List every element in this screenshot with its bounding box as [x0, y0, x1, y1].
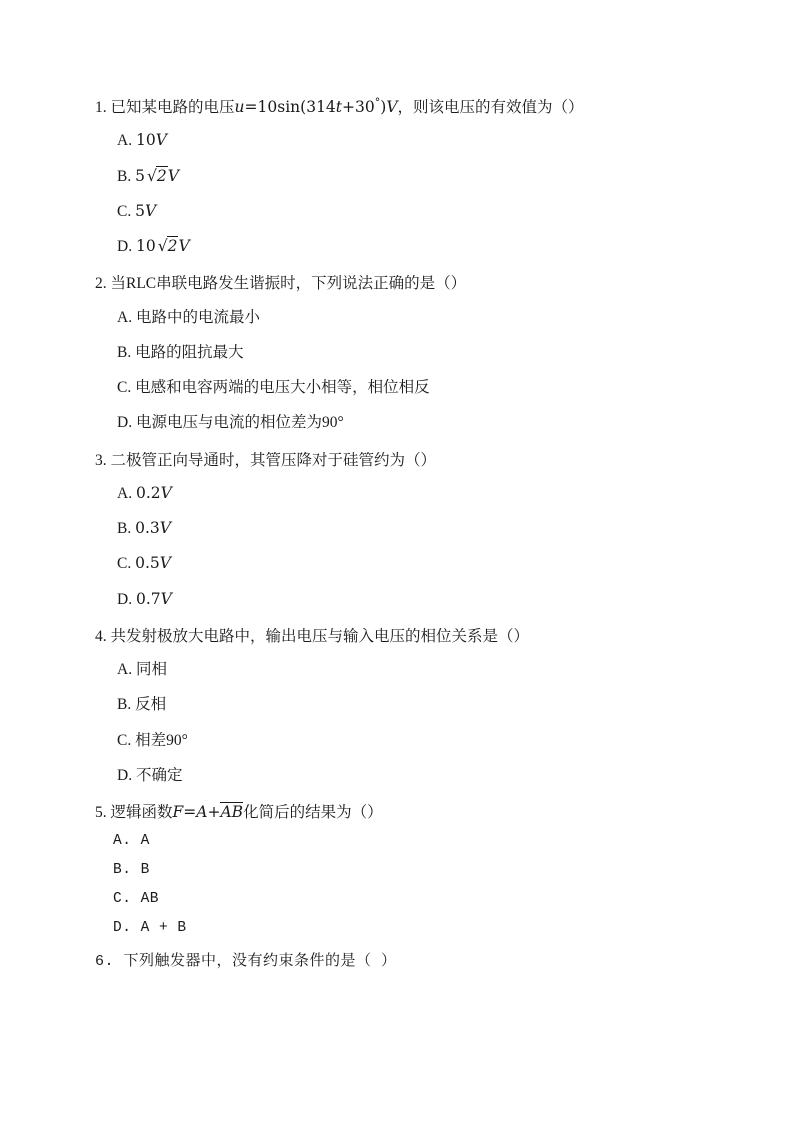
question-4-option-a[interactable]	[117, 658, 713, 681]
question-3-option-b[interactable]	[117, 517, 713, 540]
formula-F: F	[172, 803, 184, 822]
option-label: B.	[117, 167, 132, 185]
question-6-stem-text: 下列触发器中，没有约束条件的是（ ）	[123, 953, 397, 971]
option-value: 10	[135, 237, 156, 256]
option-text: 同相	[135, 661, 167, 679]
question-4-option-c[interactable]	[117, 729, 713, 752]
option-label: C.	[117, 202, 132, 220]
option-text: AB	[140, 890, 160, 907]
question-3-option-a[interactable]	[117, 482, 713, 505]
question-3	[95, 449, 713, 611]
question-6	[95, 951, 713, 974]
question-4-option-b[interactable]	[117, 693, 713, 716]
question-4-option-d[interactable]	[117, 764, 713, 787]
option-value: 10	[135, 131, 156, 150]
option-text: A	[140, 833, 150, 850]
option-label: A.	[117, 308, 133, 326]
option-unit: V	[159, 519, 171, 538]
question-6-stem	[95, 951, 713, 974]
option-value: 0.3	[135, 519, 160, 538]
question-1-stem-post: ，则该电压的有效值为（）	[397, 99, 584, 117]
question-1-option-c[interactable]	[117, 200, 713, 223]
question-1-option-b[interactable]	[117, 165, 713, 188]
sqrt-icon: √2	[146, 166, 167, 185]
formula-AB-overline: AB	[220, 803, 244, 822]
question-5-option-c[interactable]	[113, 889, 713, 911]
question-2	[95, 272, 713, 434]
question-3-number: 3.	[95, 451, 107, 469]
question-2-option-b[interactable]	[117, 341, 713, 364]
option-unit: V	[144, 201, 157, 220]
formula-degree: °	[374, 96, 381, 109]
question-4-number: 4.	[95, 627, 107, 645]
question-1-option-d[interactable]	[117, 235, 713, 258]
question-6-number: 6.	[95, 953, 115, 971]
formula-equals: =	[183, 803, 197, 822]
option-value: 5	[135, 166, 145, 185]
question-3-stem	[95, 449, 713, 472]
option-unit: V	[155, 131, 167, 150]
question-1-number: 1.	[95, 99, 107, 117]
question-4-stem-text: 共发射极放大电路中，输出电压与输入电压的相位关系是（）	[110, 627, 530, 645]
option-label: D.	[113, 919, 132, 936]
question-5-option-a[interactable]	[113, 831, 713, 853]
option-text: A + B	[140, 919, 187, 936]
option-label: B.	[117, 520, 132, 538]
option-text: 电源电压与电流的相位差为90°	[135, 414, 344, 432]
option-text: 电感和电容两端的电压大小相等，相位相反	[135, 379, 430, 397]
option-label: A.	[113, 833, 132, 850]
question-5-option-b[interactable]	[113, 860, 713, 882]
option-label: B.	[117, 696, 132, 714]
question-1	[95, 95, 713, 258]
option-text: B	[140, 862, 150, 879]
option-text: 电路的阻抗最大	[135, 343, 244, 361]
option-unit: V	[178, 237, 190, 256]
sqrt-icon: √2	[157, 237, 178, 256]
option-text: 电路中的电流最小	[135, 308, 260, 326]
option-unit: V	[159, 554, 171, 573]
option-value: 0.7	[135, 589, 161, 608]
question-2-stem	[95, 272, 713, 295]
question-5-stem-post: 化简后的结果为（）	[243, 804, 383, 822]
question-5	[95, 801, 713, 939]
question-5-option-d[interactable]	[113, 918, 713, 940]
option-unit: V	[160, 483, 172, 502]
sqrt-radicand: 2	[156, 166, 167, 185]
question-3-stem-text: 二极管正向导通时，其管压降对于硅管约为（）	[110, 451, 437, 469]
formula-A: A	[196, 803, 208, 822]
question-1-stem	[95, 95, 713, 119]
formula-equals: =	[244, 98, 258, 117]
option-label: D.	[117, 238, 133, 256]
question-5-number: 5.	[95, 804, 107, 822]
formula-omega: 314	[306, 98, 336, 117]
question-2-number: 2.	[95, 275, 107, 293]
formula-phase: 30	[355, 98, 375, 117]
option-value: 5	[135, 201, 145, 220]
question-4	[95, 625, 713, 787]
formula-amplitude: 10	[257, 98, 278, 117]
option-label: C.	[113, 890, 132, 907]
option-label: B.	[113, 862, 132, 879]
option-label: D.	[117, 590, 133, 608]
option-label: D.	[117, 766, 133, 784]
sqrt-radicand: 2	[167, 237, 178, 256]
question-1-option-a[interactable]	[117, 129, 713, 152]
formula-plus: +	[342, 98, 356, 117]
question-2-option-a[interactable]	[117, 306, 713, 329]
question-1-stem-pre: 已知某电路的电压	[110, 99, 235, 117]
formula-plus: +	[207, 803, 221, 822]
formula-sin: sin	[277, 98, 301, 117]
question-2-option-d[interactable]	[117, 411, 713, 434]
option-label: A.	[117, 661, 133, 679]
option-unit: V	[160, 589, 172, 608]
formula-u: u	[234, 98, 245, 117]
formula-close-paren: )	[380, 98, 387, 117]
question-3-option-c[interactable]	[117, 552, 713, 575]
option-value: 0.5	[135, 554, 160, 573]
option-text: 相差90°	[135, 731, 188, 749]
option-label: A.	[117, 132, 133, 150]
formula-t: t	[335, 98, 343, 117]
question-4-stem	[95, 625, 713, 648]
option-label: D.	[117, 414, 133, 432]
option-label: B.	[117, 343, 132, 361]
option-text: 反相	[135, 696, 167, 714]
option-text: 不确定	[135, 766, 183, 784]
question-2-stem-text: 当RLC串联电路发生谐振时，下列说法正确的是（）	[110, 275, 467, 293]
option-label: C.	[117, 731, 132, 749]
option-label: C.	[117, 555, 132, 573]
option-value: 0.2	[135, 483, 161, 502]
option-label: C.	[117, 379, 132, 397]
formula-open-paren: (	[300, 98, 307, 117]
formula-unit-volt: V	[386, 98, 398, 117]
question-3-option-d[interactable]	[117, 588, 713, 611]
question-2-option-c[interactable]	[117, 376, 713, 399]
option-unit: V	[167, 166, 179, 185]
question-5-stem-pre: 逻辑函数	[110, 804, 173, 822]
question-5-stem	[95, 801, 713, 824]
option-label: A.	[117, 484, 133, 502]
